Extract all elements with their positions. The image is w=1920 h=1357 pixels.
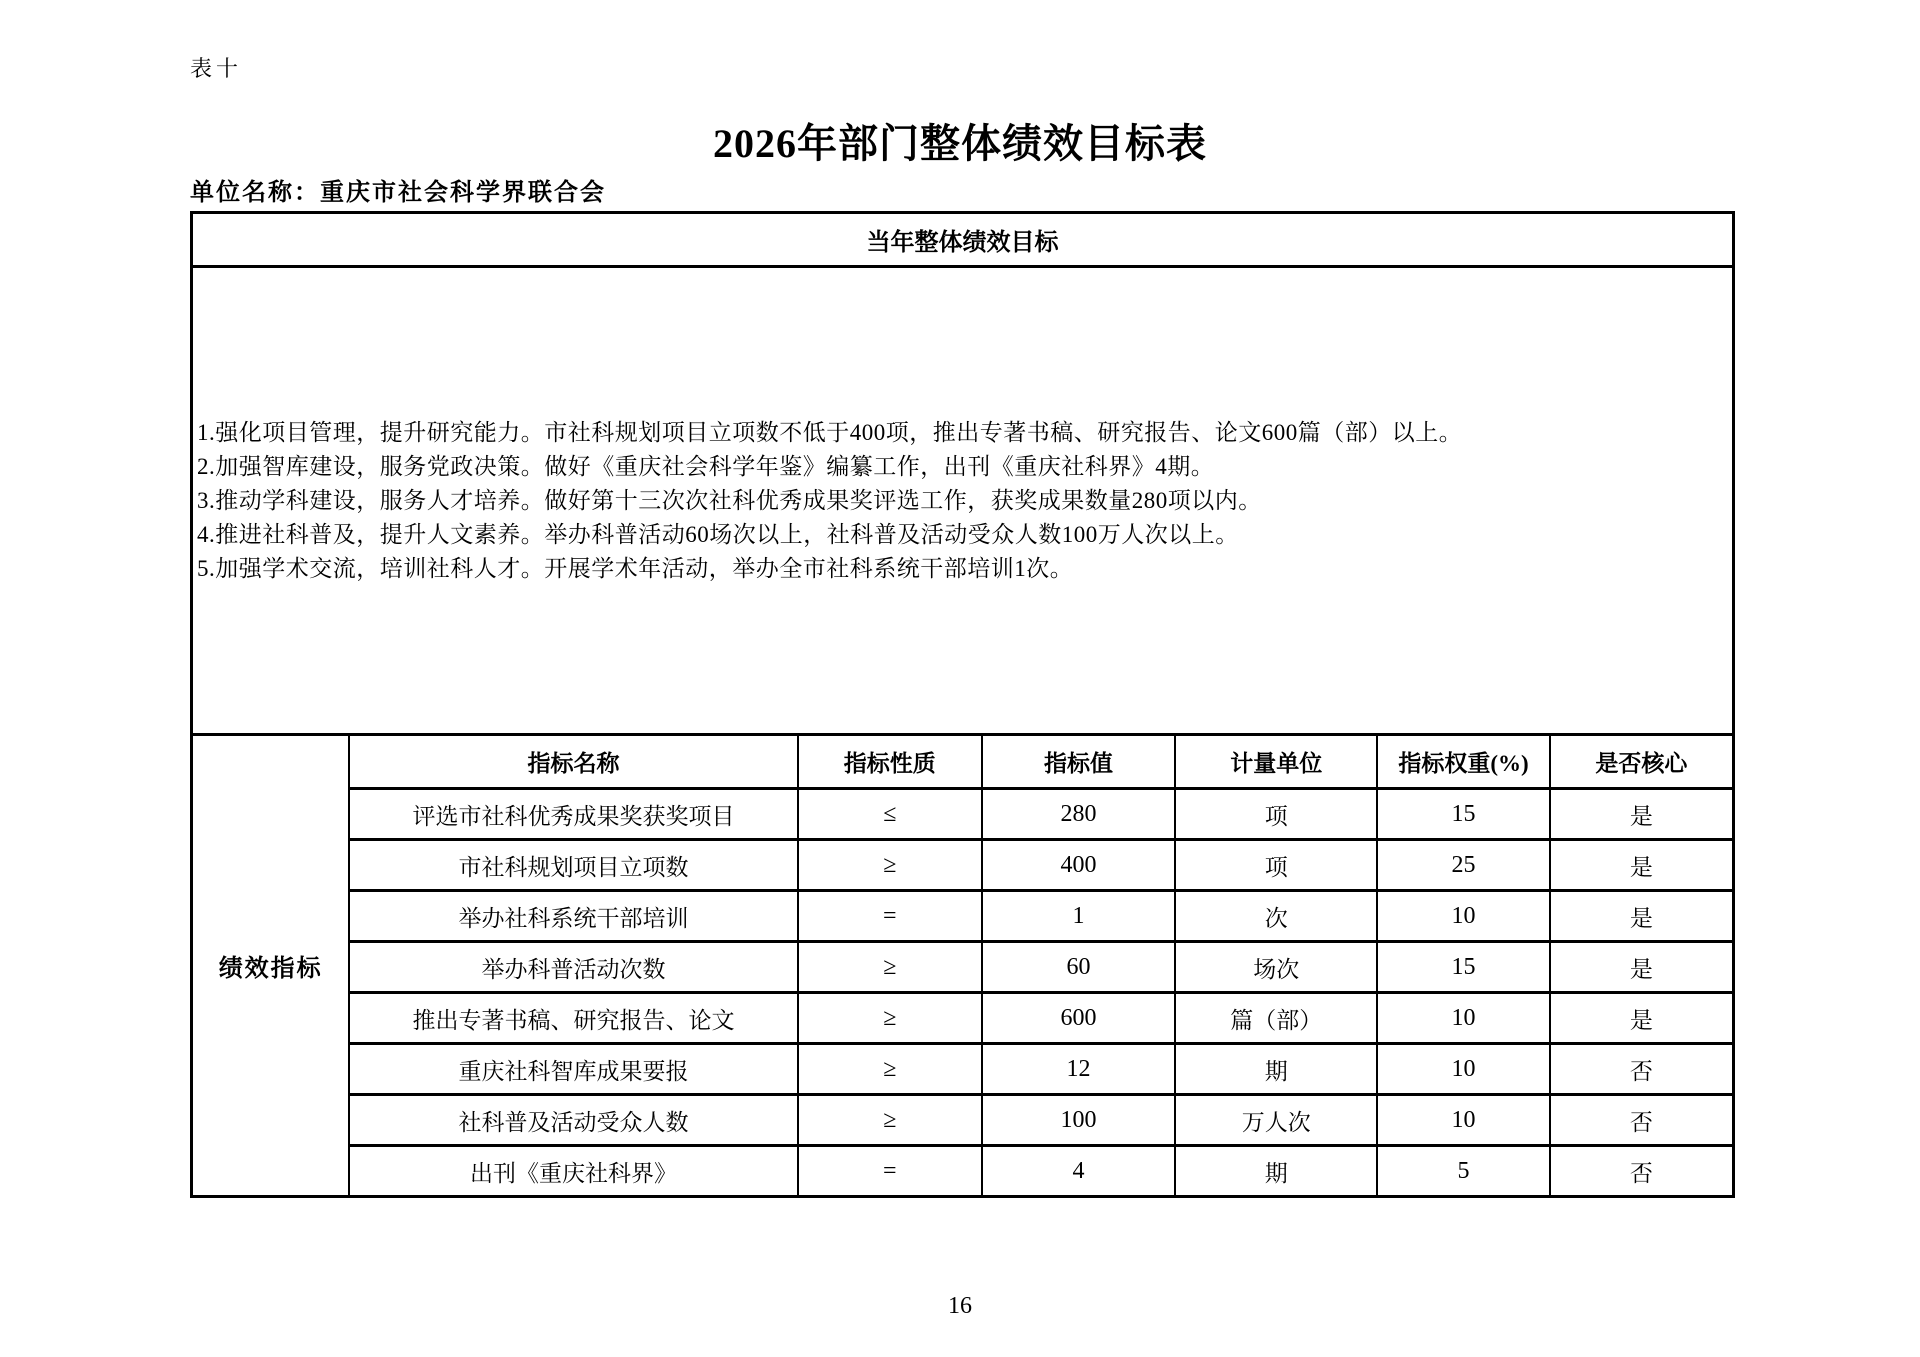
column-header-nature: 指标性质 xyxy=(797,736,981,787)
indicator-weight: 15 xyxy=(1376,940,1548,991)
indicator-value: 12 xyxy=(981,1042,1174,1093)
indicator-nature: ≥ xyxy=(797,991,981,1042)
indicator-value: 1 xyxy=(981,889,1174,940)
indicator-unit: 万人次 xyxy=(1174,1093,1376,1144)
indicator-nature: ≤ xyxy=(797,787,981,838)
indicator-nature: ≥ xyxy=(797,1093,981,1144)
indicator-weight: 10 xyxy=(1376,1042,1548,1093)
indicator-unit: 篇（部） xyxy=(1174,991,1376,1042)
indicator-core: 是 xyxy=(1549,787,1732,838)
indicator-name: 举办社科系统干部培训 xyxy=(348,889,796,940)
goal-line-3: 3.推动学科建设，服务人才培养。做好第十三次次社科优秀成果奖评选工作，获奖成果数量280项以内。 xyxy=(197,487,1262,513)
indicator-weight: 10 xyxy=(1376,1093,1548,1144)
column-header-core: 是否核心 xyxy=(1549,736,1732,787)
indicator-value: 60 xyxy=(981,940,1174,991)
indicator-core: 否 xyxy=(1549,1042,1732,1093)
indicator-weight: 15 xyxy=(1376,787,1548,838)
indicator-core: 否 xyxy=(1549,1144,1732,1195)
column-header-name: 指标名称 xyxy=(348,736,796,787)
column-header-value: 指标值 xyxy=(981,736,1174,787)
indicator-weight: 5 xyxy=(1376,1144,1548,1195)
indicator-name: 市社科规划项目立项数 xyxy=(348,838,796,889)
indicator-name: 举办科普活动次数 xyxy=(348,940,796,991)
indicator-row-header: 绩效指标 xyxy=(218,956,323,982)
indicator-core: 否 xyxy=(1549,1093,1732,1144)
goals-text-block xyxy=(193,268,1732,736)
indicator-name: 重庆社科智库成果要报 xyxy=(348,1042,796,1093)
indicator-unit: 项 xyxy=(1174,787,1376,838)
indicator-nature: ≥ xyxy=(797,838,981,889)
column-header-unit: 计量单位 xyxy=(1174,736,1376,787)
document-title: 2026年部门整体绩效目标表 xyxy=(713,121,1207,166)
goal-line-2: 2.加强智库建设，服务党政决策。做好《重庆社会科学年鉴》编纂工作，出刊《重庆社科界》4期。 xyxy=(197,453,1215,479)
indicator-weight: 25 xyxy=(1376,838,1548,889)
goals-section-header: 当年整体绩效目标 xyxy=(193,214,1732,268)
table-number-label: 表十 xyxy=(190,56,243,81)
indicator-value: 280 xyxy=(981,787,1174,838)
indicator-value: 4 xyxy=(981,1144,1174,1195)
indicator-core: 是 xyxy=(1549,838,1732,889)
indicator-value: 100 xyxy=(981,1093,1174,1144)
page-number: 16 xyxy=(948,1293,972,1319)
indicator-value: 400 xyxy=(981,838,1174,889)
indicator-name: 评选市社科优秀成果奖获奖项目 xyxy=(348,787,796,838)
indicator-weight: 10 xyxy=(1376,991,1548,1042)
indicator-name: 社科普及活动受众人数 xyxy=(348,1093,796,1144)
indicator-nature: = xyxy=(797,889,981,940)
indicator-table xyxy=(193,736,1732,1195)
goal-line-1: 1.强化项目管理，提升研究能力。市社科规划项目立项数不低于400项，推出专著书稿、研究报告、论文600篇（部）以上。 xyxy=(197,419,1463,445)
indicator-nature: ≥ xyxy=(797,940,981,991)
indicator-unit: 项 xyxy=(1174,838,1376,889)
indicator-nature: = xyxy=(797,1144,981,1195)
indicator-unit: 场次 xyxy=(1174,940,1376,991)
indicator-weight: 10 xyxy=(1376,889,1548,940)
indicator-nature: ≥ xyxy=(797,1042,981,1093)
goal-line-4: 4.推进社科普及，提升人文素养。举办科普活动60场次以上，社科普及活动受众人数100万人次以上。 xyxy=(197,521,1239,547)
indicator-unit: 次 xyxy=(1174,889,1376,940)
unit-name-line: 单位名称：重庆市社会科学界联合会 xyxy=(190,180,606,206)
indicator-core: 是 xyxy=(1549,991,1732,1042)
indicator-unit: 期 xyxy=(1174,1042,1376,1093)
indicator-core: 是 xyxy=(1549,940,1732,991)
indicator-unit: 期 xyxy=(1174,1144,1376,1195)
column-header-weight: 指标权重(%) xyxy=(1376,736,1548,787)
goal-line-5: 5.加强学术交流，培训社科人才。开展学术年活动，举办全市社科系统干部培训1次。 xyxy=(197,555,1074,581)
indicator-value: 600 xyxy=(981,991,1174,1042)
indicator-core: 是 xyxy=(1549,889,1732,940)
performance-target-table xyxy=(190,211,1735,1198)
indicator-name: 出刊《重庆社科界》 xyxy=(348,1144,796,1195)
indicator-name: 推出专著书稿、研究报告、论文 xyxy=(348,991,796,1042)
